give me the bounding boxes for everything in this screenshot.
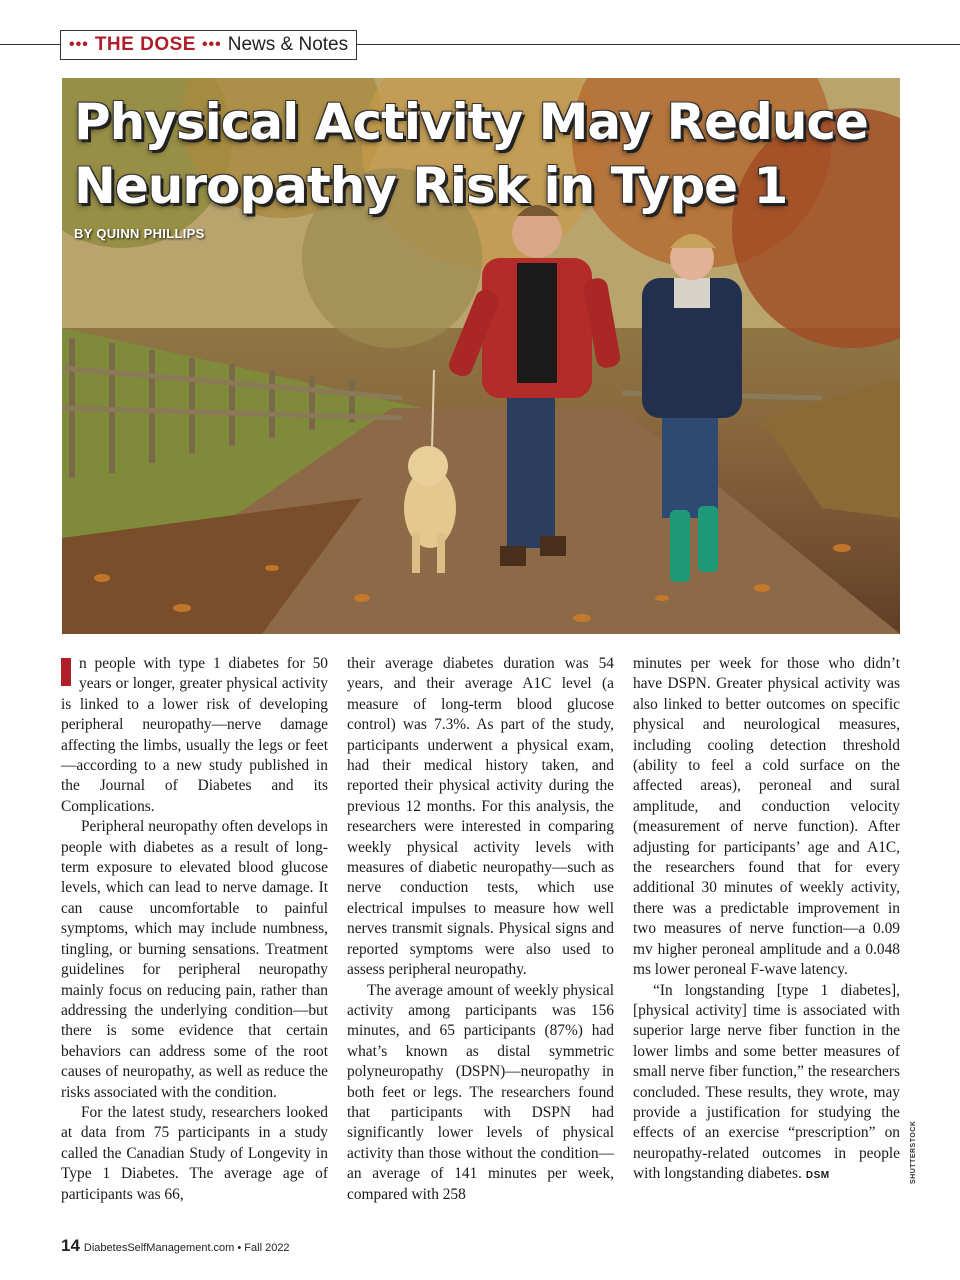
- article-headline: Physical Activity May Reduce Neuropathy Risk in Type 1: [74, 93, 868, 215]
- article-column-2: [347, 654, 614, 1205]
- end-mark: DSM: [805, 1170, 830, 1182]
- article-paragraph: The average amount of weekly physical activity among participants was 156 minutes, and 65 participants (87%) had what’s known as distal symmetric polyneuropathy (DSPN)—neuropathy in both feet or legs. The researchers found that participants with DSPN had significantly lower levels of physical activity than those without the condition—an average of 141 minutes per week, compared with 258: [347, 981, 614, 1203]
- section-tag: [60, 30, 357, 60]
- article-paragraph: “In longstanding [type 1 diabetes], [physical activity] time is associated with superior large nerve fiber function in the lower limbs and some better measures of small nerve fiber function,” the researchers concluded. These results, they wrote, may provide a justification for studying the effects of an exercise “prescription” on neuropathy-related outcomes in people with longstanding diabetes. DSM: [633, 981, 900, 1183]
- article-paragraph: their average diabetes duration was 54 years, and their average A1C level (a measure of long-term blood glucose control) was 7.3%. As part of the study, participants underwent a physical exam, had their medical history taken, and reported their physical activity during the previous 12 months. For this analysis, the researchers were interested in comparing weekly physical activity levels with measures of diabetic neuropathy—such as nerve conduction tests, which use electrical impulses to measure how well nerves transmit signals. Physical signs and reported symptoms were also used to assess peripheral neuropathy.: [347, 655, 614, 979]
- article-paragraph: Peripheral neuropathy often develops in people with diabetes as a result of long-term exposure to elevated blood glucose levels, which can lead to nerve damage. It can cause uncomfortable to painful symptoms, which may include numbness, tingling, or burning sensations. Treatment guidelines for peripheral neuropathy mainly focus on reducing pain, rather than addressing the underlying condition—but there is some evidence that certain behaviors can address some of the root causes of neuropathy, as well as reduce the risks associated with the condition.: [61, 818, 328, 1101]
- article-paragraph: For the latest study, researchers looked at data from 75 participants in a study called the Canadian Study of Longevity in Type 1 Diabetes. The average age of participants was 66,: [61, 1103, 328, 1203]
- dots-decoration: •••: [69, 36, 89, 53]
- publication-info: DiabetesSelfManagement.com • Fall 2022: [83, 1242, 290, 1254]
- hero-photo: [62, 78, 900, 634]
- article-byline: BY QUINN PHILLIPS: [74, 226, 205, 241]
- page-footer: [61, 1236, 290, 1256]
- article-paragraph: minutes per week for those who didn’t have DSPN. Greater physical activity was also linked to better outcomes on specific physical and neurological measures, including cooling detection threshold (ability to feel a cold surface on the affected areas), peroneal and sural amplitude, and conduction velocity (measurement of nerve function). After adjusting for participants’ age and A1C, the researchers found that for every additional 30 minutes of weekly activity, there was a predictable improvement in two measures of nerve function—a 0.09 mv higher peroneal amplitude and a 0.048 ms lower peroneal F-wave latency.: [633, 655, 900, 979]
- photo-credit: SHUTTERSTOCK: [910, 1120, 917, 1184]
- page-number: 14: [61, 1236, 80, 1255]
- section-subtitle: News & Notes: [227, 34, 349, 55]
- article-column-1: [61, 654, 328, 1205]
- article-paragraph: n people with type 1 diabetes for 50 years or longer, greater physical activity is linked to a lower risk of developing peripheral neuropathy—nerve damage affecting the limbs, usually the legs or feet—according to a new study published in the Journal of Diabetes and its Complications.: [61, 655, 328, 815]
- section-brand: THE DOSE: [94, 34, 196, 55]
- dots-decoration: •••: [201, 36, 222, 53]
- dropcap-marker: [61, 658, 71, 686]
- article-column-3: [633, 654, 900, 1187]
